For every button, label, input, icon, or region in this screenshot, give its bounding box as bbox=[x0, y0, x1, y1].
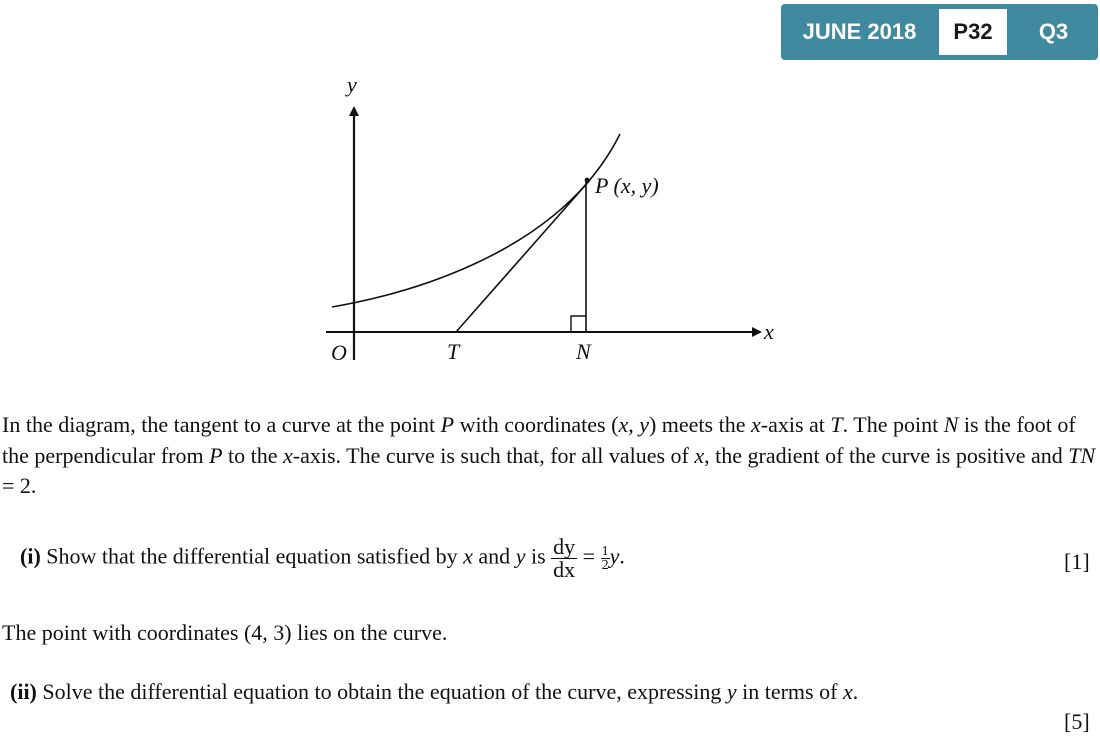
tangent-line bbox=[456, 180, 590, 332]
part-i-label: (i) bbox=[20, 543, 41, 569]
curve bbox=[332, 134, 620, 307]
badge-date: JUNE 2018 bbox=[802, 19, 917, 44]
p-label: P (x, y) bbox=[595, 173, 659, 198]
question-stem: In the diagram, the tangent to a curve at the point P with coordinates (x, y) meets the x-axis at T. The point N is the foot of the perpendicular from P to the x-axis. The curve is such that, for all values of x, the gradient of the curve is positive and TN = 2. bbox=[2, 412, 1096, 498]
part-i-marks: [1] bbox=[1064, 549, 1090, 574]
n-label: N bbox=[576, 339, 591, 364]
badge-paper: P32 bbox=[939, 9, 1007, 55]
right-angle-marker bbox=[571, 316, 586, 332]
part-ii-label: (ii) bbox=[10, 679, 37, 704]
origin-label: O bbox=[331, 340, 347, 365]
t-label: T bbox=[447, 339, 460, 364]
dy-dx-fraction: $\frac{dy}{dx}$ bbox=[553, 534, 576, 582]
x-axis-label: x bbox=[764, 319, 774, 344]
half-fraction: $\frac{1}{2}$ bbox=[601, 544, 609, 573]
badge-question: Q3 bbox=[1038, 19, 1069, 44]
part-ii: (ii) Solve the differential equation to obtain the equation of the curve, expressing y in terms of x. bbox=[10, 679, 859, 704]
point-statement: The point with coordinates (4, 3) lies on the curve. bbox=[2, 620, 448, 645]
point-p-dot bbox=[585, 178, 590, 183]
part-ii-marks: [5] bbox=[1064, 709, 1090, 734]
y-axis-label: y bbox=[347, 72, 357, 97]
part-i: (i) Show that the differential equation satisfied by x and y is $\frac{dy}{dx}$ = $\frac{1}{2}$ y. bbox=[20, 534, 625, 582]
